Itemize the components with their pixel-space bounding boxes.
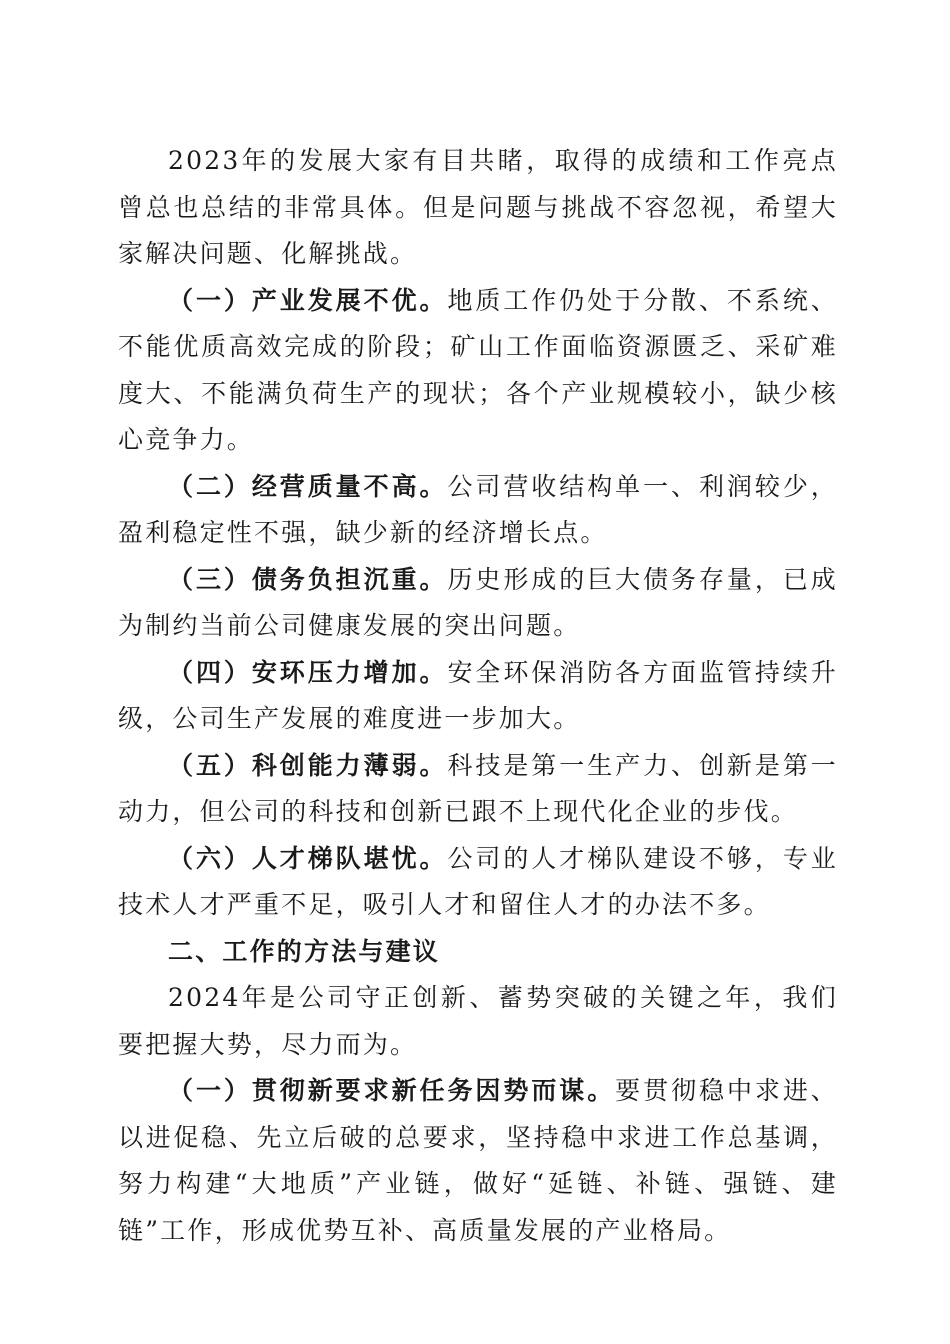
problem-4-paragraph	[118, 650, 838, 743]
problem-3-lead: （三）债务负担沉重。	[168, 564, 448, 594]
problem-2-lead: （二）经营质量不高。	[168, 471, 448, 501]
problem-4-lead: （四）安环压力增加。	[168, 657, 448, 687]
problem-4-text: 安全环保消防各方面监管持续升级，公司生产发展的难度进一步加大。	[118, 657, 838, 733]
problem-6-text: 公司的人才梯队建设不够，专业技术人才严重不足，吸引人才和留住人才的办法不多。	[118, 843, 838, 919]
suggestion-1-paragraph	[118, 1068, 838, 1254]
problem-1-paragraph	[118, 278, 838, 464]
problem-3-paragraph	[118, 557, 838, 650]
problem-6-lead: （六）人才梯队堪忧。	[168, 843, 448, 873]
intro-text: 2023年的发展大家有目共睹，取得的成绩和工作亮点曾总也总结的非常具体。但是问题与挑战不容忽视，希望大家解决问题、化解挑战。	[118, 146, 838, 268]
intro-paragraph	[118, 138, 838, 278]
problem-1-lead: （一）产业发展不优。	[168, 285, 448, 315]
suggestion-1-text: 要贯彻稳中求进、以进促稳、先立后破的总要求，坚持稳中求进工作总基调，努力构建“大地质”产业链，做好“延链、补链、强链、建链”工作，形成优势互补、高质量发展的产业格局。	[118, 1076, 839, 1245]
section-2-heading: 二、工作的方法与建议	[168, 936, 441, 966]
problem-1-text: 地质工作仍处于分散、不系统、不能优质高效完成的阶段；矿山工作面临资源匮乏、采矿难度大、不能满负荷生产的现状；各个产业规模较小，缺少核心竞争力。	[118, 285, 838, 454]
suggestion-1-lead: （一）贯彻新要求新任务因势而谋。	[168, 1076, 616, 1105]
section-2-intro-text: 2024年是公司守正创新、蓄势突破的关键之年，我们要把握大势，尽力而为。	[118, 983, 838, 1059]
problem-5-text: 科技是第一生产力、创新是第一动力，但公司的科技和创新已跟不上现代化企业的步伐。	[118, 750, 838, 826]
document-body	[118, 138, 838, 1254]
problem-6-paragraph	[118, 836, 838, 929]
problem-3-text: 历史形成的巨大债务存量，已成为制约当前公司健康发展的突出问题。	[118, 564, 838, 640]
problem-2-text: 公司营收结构单一、利润较少，盈利稳定性不强，缺少新的经济增长点。	[118, 471, 838, 547]
problem-2-paragraph	[118, 464, 838, 557]
problem-5-paragraph	[118, 743, 838, 836]
problem-5-lead: （五）科创能力薄弱。	[168, 750, 448, 780]
section-2-intro-paragraph	[118, 975, 838, 1068]
